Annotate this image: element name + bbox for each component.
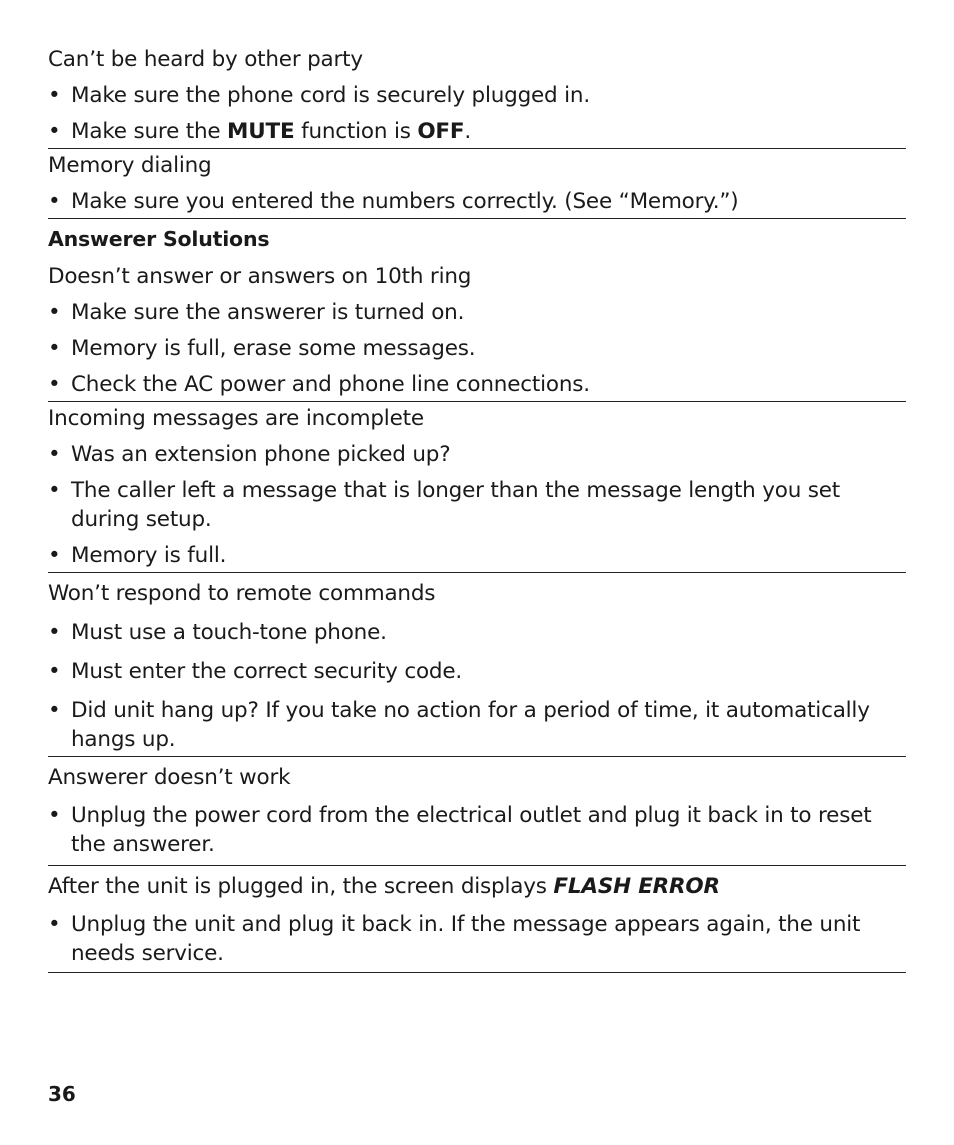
bullet-icon: •	[48, 189, 61, 214]
bullet-list	[48, 81, 906, 146]
bullet-icon: •	[48, 336, 61, 361]
bullet-list	[48, 440, 906, 570]
topic-heading: After the unit is plugged in, the screen displays FLASH ERROR	[48, 874, 720, 899]
section-heading: Answerer Solutions	[48, 227, 270, 251]
bullet-icon: •	[48, 300, 61, 325]
bullet-icon: •	[48, 83, 61, 108]
topic-heading: Can’t be heard by other party	[48, 47, 363, 72]
bullet-list	[48, 910, 906, 968]
list-item: • Did unit hang up? If you take no action for a period of time, it automatically hangs up.	[48, 698, 870, 752]
topic-heading: Doesn’t answer or answers on 10th ring	[48, 264, 472, 289]
troubleshooting-content	[48, 43, 906, 973]
topic-heading: Incoming messages are incomplete	[48, 406, 424, 431]
bullet-icon: •	[48, 698, 61, 723]
list-item: • Must use a touch-tone phone.	[48, 620, 387, 645]
list-item: • Make sure the MUTE function is OFF.	[48, 119, 472, 144]
bullet-icon: •	[48, 442, 61, 467]
list-item: • Make sure the phone cord is securely plugged in.	[48, 83, 590, 108]
page-number: 36	[48, 1082, 76, 1106]
bullet-icon: •	[48, 478, 61, 503]
bullet-icon: •	[48, 659, 61, 684]
list-item: • Memory is full, erase some messages.	[48, 336, 476, 361]
list-item: • Make sure the answerer is turned on.	[48, 300, 465, 325]
bullet-icon: •	[48, 912, 61, 937]
bullet-icon: •	[48, 372, 61, 397]
bullet-icon: •	[48, 543, 61, 568]
bullet-list	[48, 618, 906, 754]
off-label: OFF	[417, 119, 465, 144]
flash-error-label: FLASH ERROR	[553, 874, 720, 899]
list-item: • The caller left a message that is longer than the message length you set during setup.	[48, 478, 841, 532]
list-item: • Memory is full.	[48, 543, 227, 568]
list-item: • Unplug the unit and plug it back in. If the message appears again, the unit needs service.	[48, 912, 861, 966]
topic-heading: Won’t respond to remote commands	[48, 581, 436, 606]
topic-heading: Memory dialing	[48, 153, 212, 178]
bullet-icon: •	[48, 620, 61, 645]
bullet-list	[48, 298, 906, 399]
list-item: • Was an extension phone picked up?	[48, 442, 451, 467]
divider	[48, 972, 906, 973]
list-item: • Make sure you entered the numbers correctly. (See “Memory.”)	[48, 189, 739, 214]
list-item: • Unplug the power cord from the electrical outlet and plug it back in to reset the answerer.	[48, 803, 872, 857]
list-item: • Check the AC power and phone line connections.	[48, 372, 590, 397]
topic-heading: Answerer doesn’t work	[48, 765, 291, 790]
bullet-icon: •	[48, 119, 61, 144]
bullet-list	[48, 801, 906, 859]
list-item: • Must enter the correct security code.	[48, 659, 463, 684]
bullet-list	[48, 187, 906, 216]
bullet-icon: •	[48, 803, 61, 828]
mute-label: MUTE	[227, 119, 295, 144]
